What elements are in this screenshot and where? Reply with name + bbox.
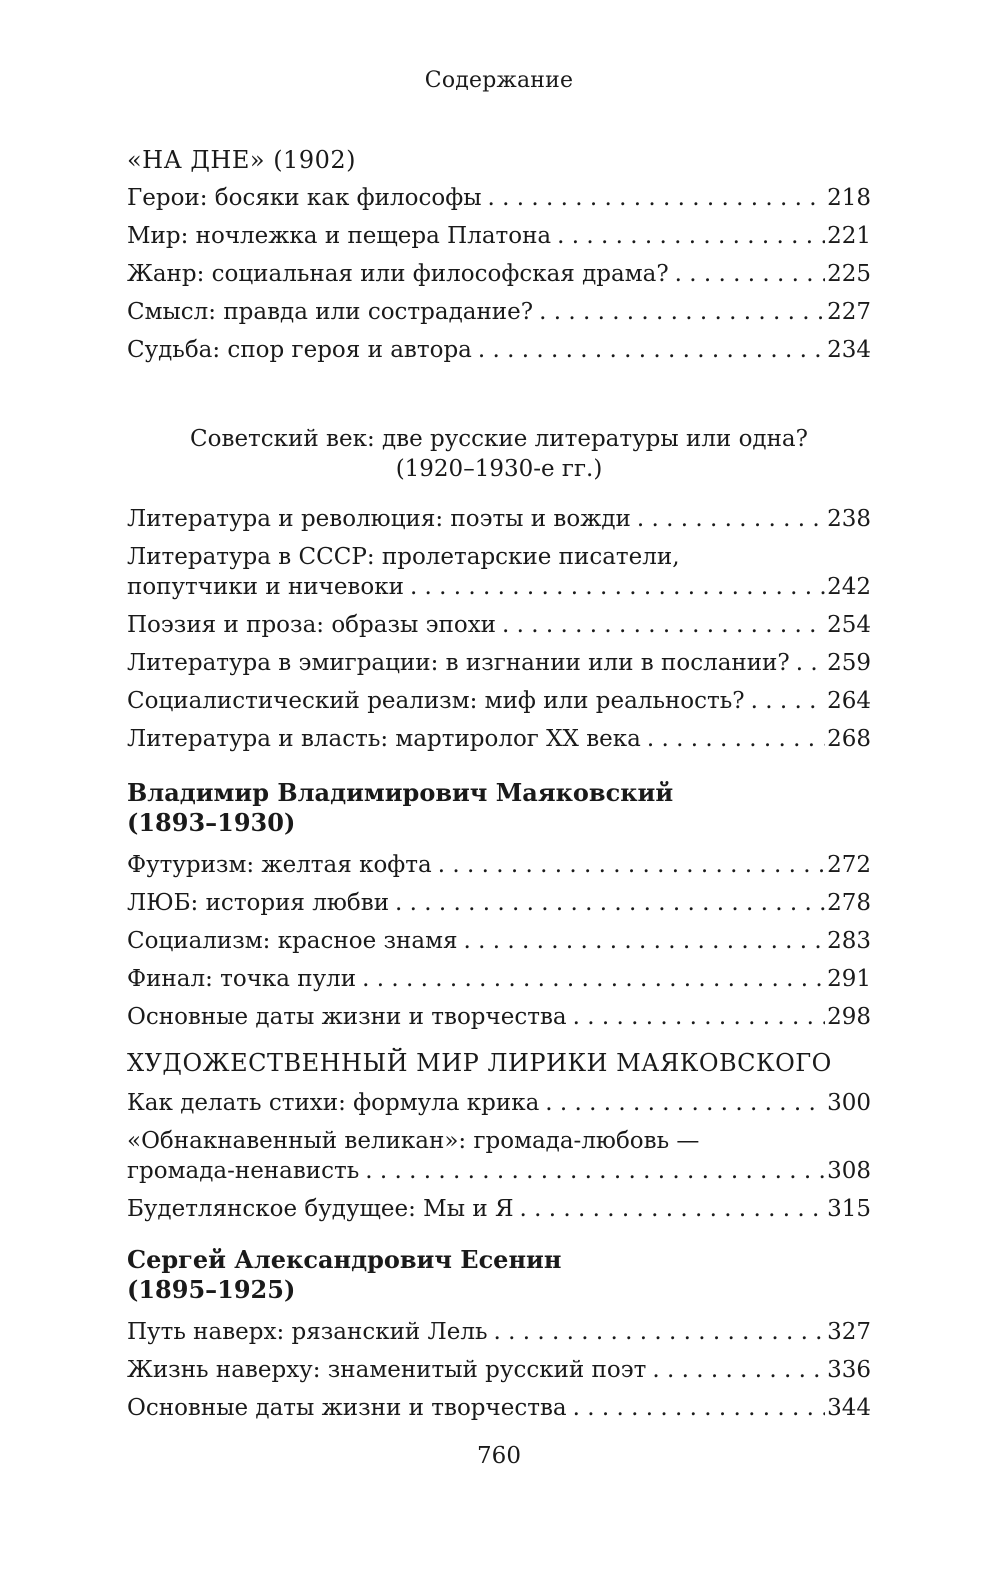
toc-entry-multiline[interactable]: [127, 1126, 871, 1186]
toc-entry[interactable]: [127, 926, 871, 956]
leader-dots: [362, 964, 825, 994]
entry-title: Социализм: красное знамя: [127, 928, 458, 954]
entry-page: 264: [827, 688, 871, 714]
leader-dots: [488, 183, 826, 213]
leader-dots: [796, 648, 825, 678]
entry-page: 268: [827, 726, 871, 752]
leader-dots: [365, 1156, 825, 1186]
leader-dots: [557, 221, 825, 251]
toc-entry[interactable]: [127, 297, 871, 327]
entry-title: Социалистический реализм: миф или реальность?: [127, 688, 745, 714]
leader-dots: [545, 1088, 825, 1118]
toc-entry[interactable]: [127, 610, 871, 640]
section-heading-years: (1920–1930-е гг.): [395, 456, 603, 482]
entry-title-line1: Литература в СССР: пролетарские писатели,: [127, 544, 680, 570]
leader-dots: [652, 1355, 825, 1385]
entry-page: 242: [827, 574, 871, 600]
toc-entry[interactable]: [127, 850, 871, 880]
entry-page: 225: [827, 261, 871, 287]
entry-page: 300: [827, 1090, 871, 1116]
author-heading: Сергей Александрович Есенин: [127, 1245, 562, 1274]
entry-page: 218: [827, 185, 871, 211]
toc-entry[interactable]: [127, 1355, 871, 1385]
entry-page: 298: [827, 1004, 871, 1030]
entry-title: Мир: ночлежка и пещера Платона: [127, 223, 552, 249]
toc-entry[interactable]: [127, 964, 871, 994]
leader-dots: [494, 1317, 826, 1347]
toc-entry[interactable]: [127, 183, 871, 213]
section-yesenin: [127, 1245, 871, 1431]
section-mayakovsky-lyrics: [127, 1048, 871, 1232]
entry-page: 291: [827, 966, 871, 992]
entry-title: громада-ненависть: [127, 1158, 360, 1184]
entry-title: Литература и революция: поэты и вожди: [127, 506, 631, 532]
toc-entry[interactable]: [127, 1194, 871, 1224]
entry-page: 336: [827, 1357, 871, 1383]
entry-title: Финал: точка пули: [127, 966, 357, 992]
section-heading: Советский век: две русские литературы или одна?: [190, 426, 808, 452]
entry-title: Жанр: социальная или философская драма?: [127, 261, 669, 287]
entry-page: 278: [827, 890, 871, 916]
entry-title: Литература в эмиграции: в изгнании или в послании?: [127, 650, 790, 676]
toc-entry[interactable]: [127, 888, 871, 918]
toc-entry-multiline[interactable]: [127, 542, 871, 602]
entry-page: 259: [827, 650, 871, 676]
section-soviet-age: [127, 424, 871, 762]
toc-entry[interactable]: [127, 724, 871, 754]
entry-title: Герои: босяки как философы: [127, 185, 482, 211]
leader-dots: [464, 926, 826, 956]
entry-title: ЛЮБ: история любви: [127, 890, 390, 916]
toc-entry[interactable]: [127, 1317, 871, 1347]
entry-title: Основные даты жизни и творчества: [127, 1395, 567, 1421]
toc-entry[interactable]: [127, 259, 871, 289]
author-years: (1893–1930): [127, 808, 296, 837]
entry-page: 308: [827, 1158, 871, 1184]
toc-entry[interactable]: [127, 1393, 871, 1423]
entry-title: Смысл: правда или сострадание?: [127, 299, 534, 325]
entry-title: Будетлянское будущее: Мы и Я: [127, 1196, 514, 1222]
entry-title: Путь наверх: рязанский Лель: [127, 1319, 488, 1345]
leader-dots: [539, 297, 825, 327]
entry-page: 254: [827, 612, 871, 638]
leader-dots: [647, 724, 825, 754]
entry-title: Футуризм: желтая кофта: [127, 852, 432, 878]
toc-entry[interactable]: [127, 686, 871, 716]
leader-dots: [438, 850, 825, 880]
entry-page: 238: [827, 506, 871, 532]
leader-dots: [410, 572, 825, 602]
toc-entry[interactable]: [127, 1002, 871, 1032]
leader-dots: [395, 888, 825, 918]
entry-title: Поэзия и проза: образы эпохи: [127, 612, 496, 638]
author-years: (1895–1925): [127, 1275, 296, 1304]
author-heading: Владимир Владимирович Маяковский: [127, 778, 674, 807]
entry-title-line1: «Обнакнавенный великан»: громада-любовь —: [127, 1128, 700, 1154]
entry-title: Судьба: спор героя и автора: [127, 337, 472, 363]
entry-title: Основные даты жизни и творчества: [127, 1004, 567, 1030]
leader-dots: [502, 610, 825, 640]
leader-dots: [573, 1393, 825, 1423]
leader-dots: [478, 335, 825, 365]
leader-dots: [675, 259, 825, 289]
section-na-dne: [127, 145, 871, 373]
entry-title: попутчики и ничевоки: [127, 574, 404, 600]
leader-dots: [751, 686, 825, 716]
leader-dots: [573, 1002, 825, 1032]
entry-title: Как делать стихи: формула крика: [127, 1090, 540, 1116]
entry-page: 283: [827, 928, 871, 954]
toc-entry[interactable]: [127, 504, 871, 534]
page-number: 760: [477, 1443, 521, 1469]
section-heading: «НА ДНЕ» (1902): [127, 146, 356, 174]
entry-page: 221: [827, 223, 871, 249]
toc-entry[interactable]: [127, 335, 871, 365]
entry-title: Литература и власть: мартиролог ХХ века: [127, 726, 641, 752]
entry-page: 227: [827, 299, 871, 325]
toc-entry[interactable]: [127, 1088, 871, 1118]
entry-page: 234: [827, 337, 871, 363]
entry-page: 344: [827, 1395, 871, 1421]
section-mayakovsky: [127, 778, 871, 1040]
entry-page: 272: [827, 852, 871, 878]
entry-title: Жизнь наверху: знаменитый русский поэт: [127, 1357, 647, 1383]
toc-entry[interactable]: [127, 648, 871, 678]
leader-dots: [637, 504, 825, 534]
entry-page: 315: [827, 1196, 871, 1222]
entry-page: 327: [827, 1319, 871, 1345]
leader-dots: [520, 1194, 826, 1224]
section-heading: ХУДОЖЕСТВЕННЫЙ МИР ЛИРИКИ МАЯКОВСКОГО: [127, 1049, 832, 1077]
toc-entry[interactable]: [127, 221, 871, 251]
running-head: Содержание: [424, 68, 574, 93]
